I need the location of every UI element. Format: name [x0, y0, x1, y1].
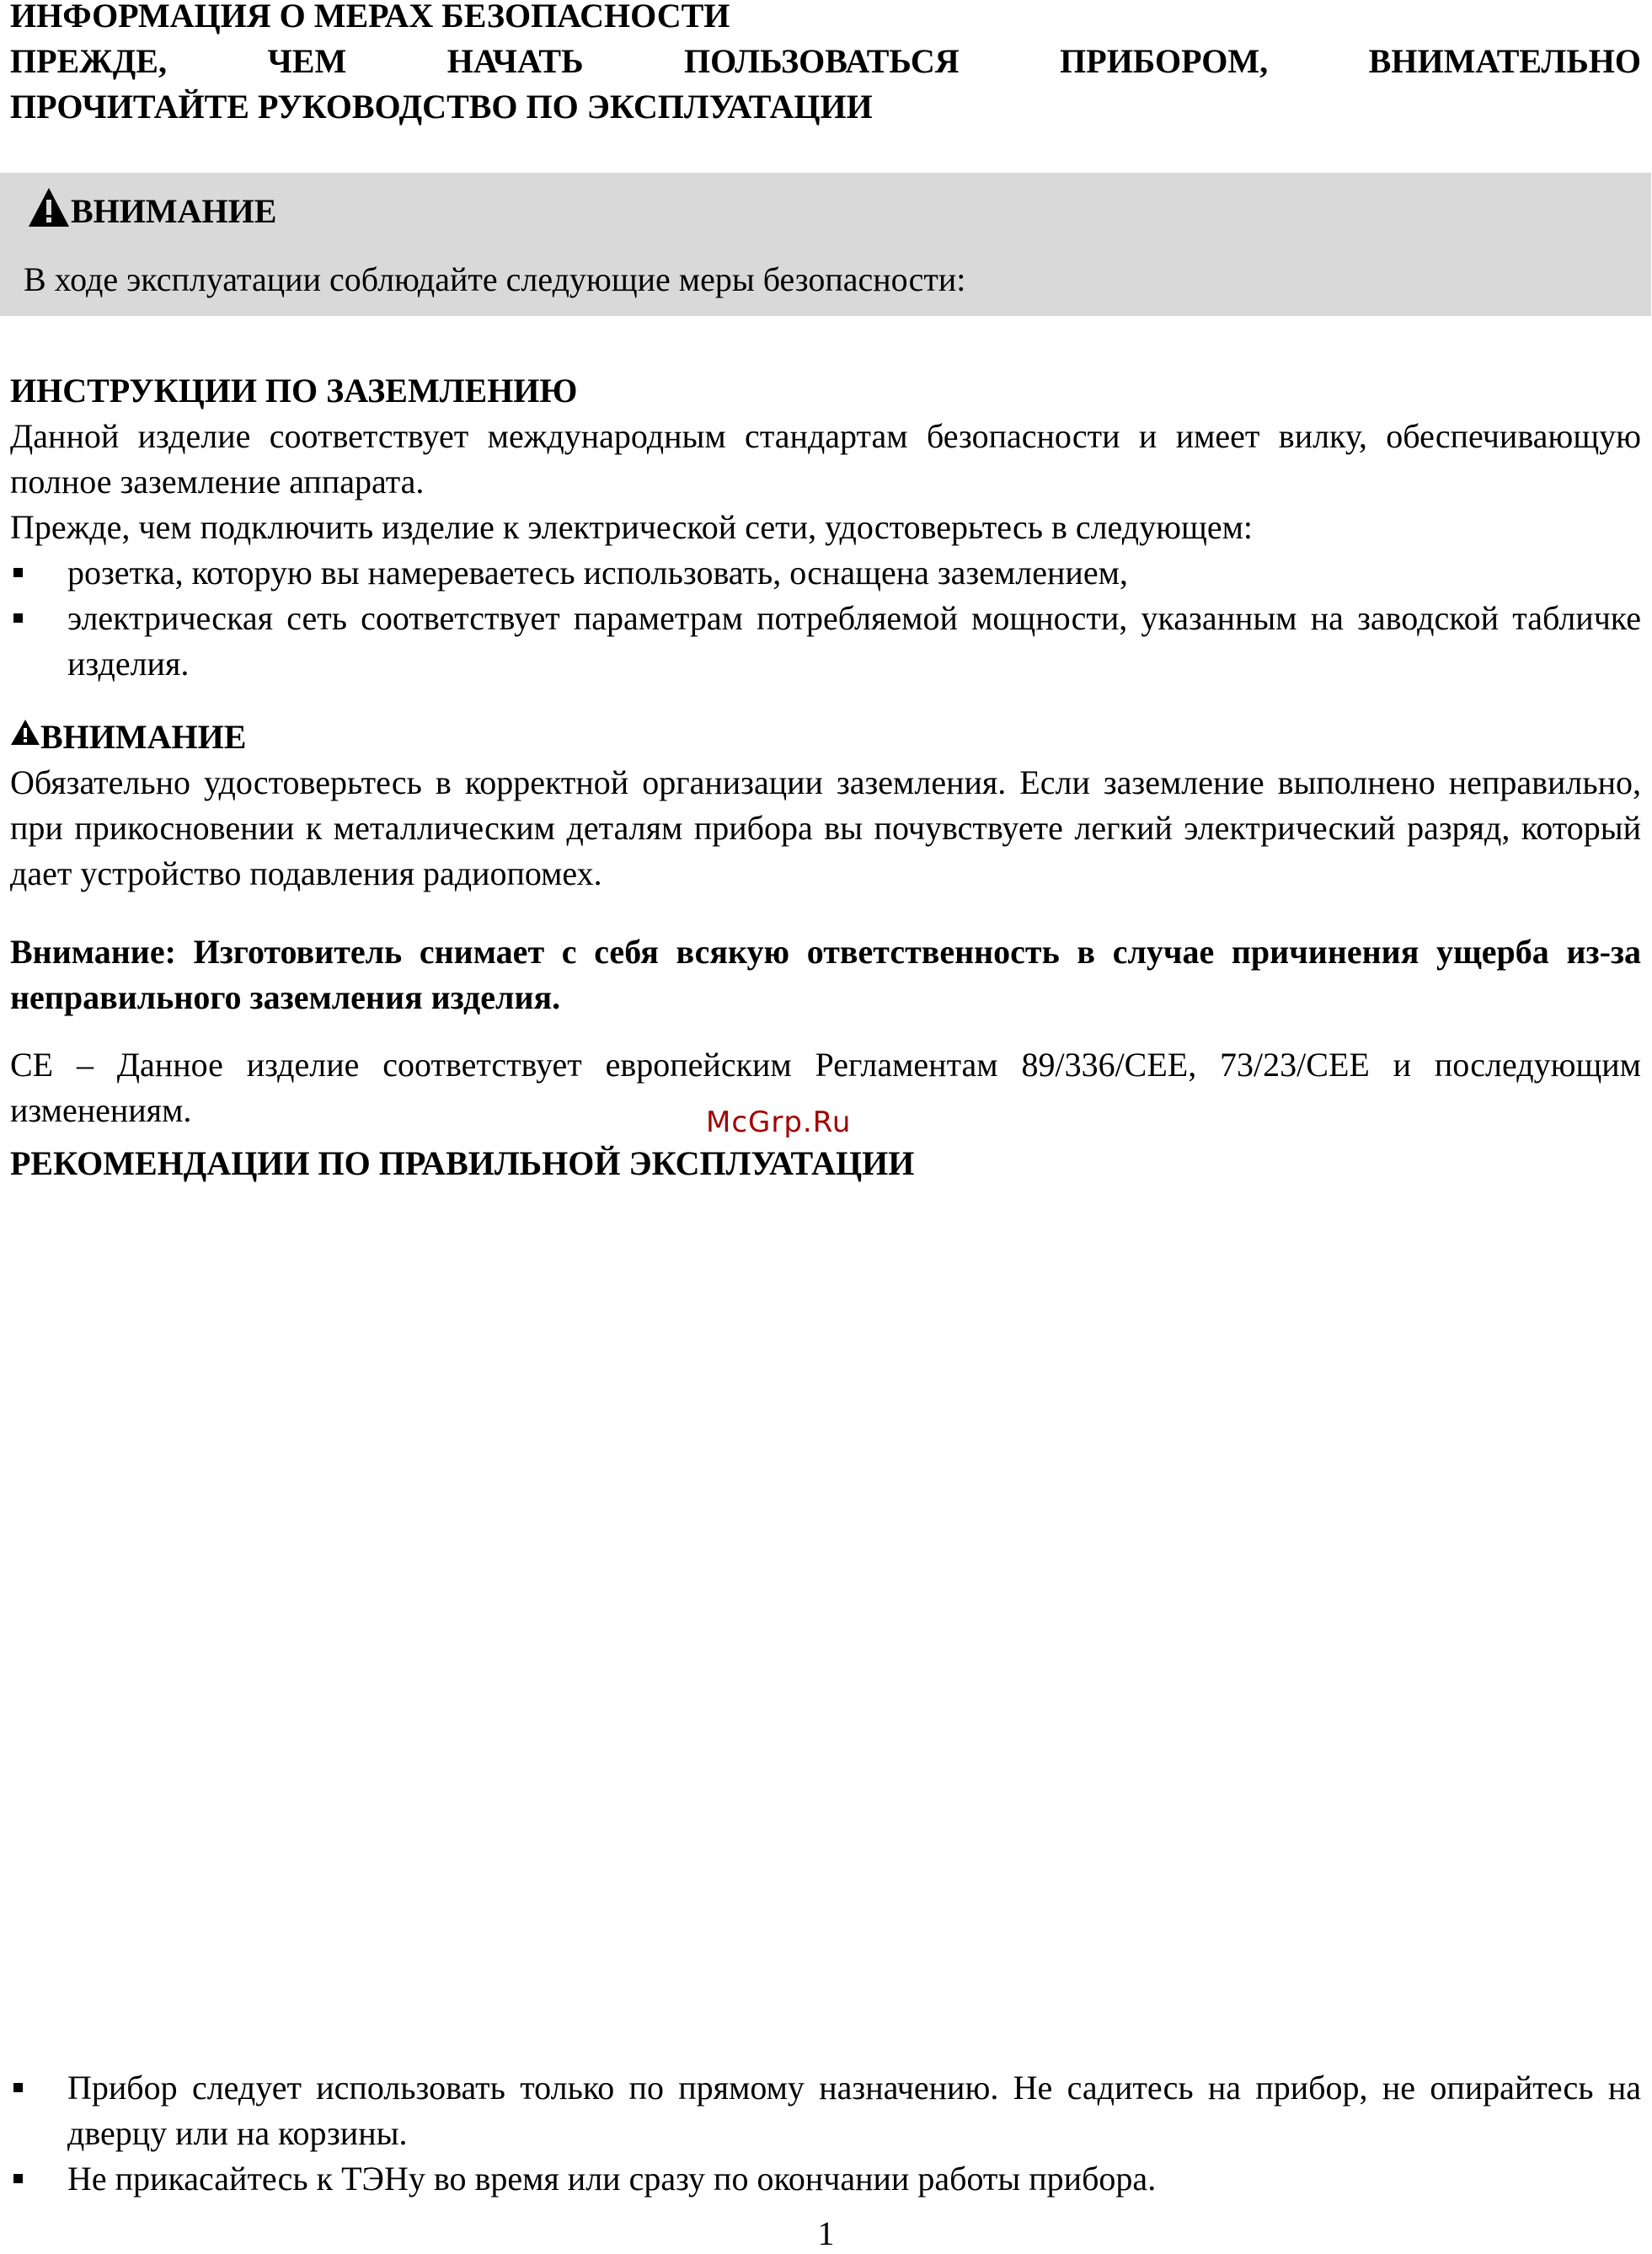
page-title: ИНФОРМАЦИЯ О МЕРАХ БЕЗОПАСНОСТИ: [10, 0, 730, 35]
warning-box-title: [27, 186, 276, 233]
liability-text: Внимание: Изготовитель снимает с себя всякую ответственность в случае причинения ущерба из-за неправильного заземления изделия.: [10, 933, 1641, 1016]
warning-2-text: Обязательно удостоверьтесь в корректной организации заземления. Если заземление выполнено неправильно, при прикосновении к металлическим деталям прибора вы почувствуете легкий электрический разряд, который дает устройство подавления радиопомех.: [10, 763, 1641, 892]
grounding-warning: [10, 715, 1641, 897]
liability-notice: [10, 929, 1641, 1020]
recommendations-list: [10, 2065, 1641, 2202]
recommendations-section: [10, 1141, 1641, 1186]
ce-text: CE – Данное изделие соответствует европейским Регламентам 89/336/CEE, 73/23/CEE и последующим изменениям.: [10, 1046, 1641, 1129]
grounding-para-2: Прежде, чем подключить изделие к электрической сети, удостоверьтесь в следующем:: [10, 508, 1253, 546]
warning-triangle-icon: [10, 719, 40, 750]
subtitle-line-2: ПРОЧИТАЙТЕ РУКОВОДСТВО ПО ЭКСПЛУАТАЦИИ: [10, 88, 873, 126]
warning-text: В ходе эксплуатации соблюдайте следующие меры безопасности:: [24, 260, 966, 298]
list-item: [10, 596, 1641, 687]
grounding-para-1: Данной изделие соответствует международным стандартам безопасности и имеет вилку, обеспечивающую полное заземление аппарата.: [10, 417, 1641, 501]
warning-box: [0, 173, 1651, 316]
bullet-text: розетка, которую вы намереваетесь использовать, оснащена заземлением,: [67, 554, 1128, 592]
warning-2-title: ВНИМАНИЕ: [40, 718, 247, 756]
bullet-text: Прибор следует использовать только по прямому назначению. Не садитесь на прибор, не опирайтесь на дверцу или на корзины.: [67, 2069, 1641, 2152]
warning-2-title-row: [10, 715, 1641, 760]
square-bullet-icon: [10, 2065, 67, 2111]
list-item: [10, 2156, 1641, 2202]
bullet-text: электрическая сеть соответствует параметрам потребляемой мощности, указанным на заводской табличке изделия.: [67, 599, 1641, 683]
subtitle-line-1: ПРЕЖДЕ, ЧЕМ НАЧАТЬ ПОЛЬЗОВАТЬСЯ ПРИБОРОМ, ВНИМАТЕЛЬНО: [10, 42, 1641, 80]
square-bullet-icon: [10, 2156, 67, 2202]
safety-header: [10, 0, 1641, 130]
warning-title: ВНИМАНИЕ: [71, 192, 277, 230]
square-bullet-icon: [10, 596, 67, 641]
recommendations-heading: РЕКОМЕНДАЦИИ ПО ПРАВИЛЬНОЙ ЭКСПЛУАТАЦИИ: [10, 1144, 915, 1182]
grounding-section: [10, 368, 1641, 687]
list-item: [10, 2065, 1641, 2156]
list-item: [10, 550, 1641, 596]
page-number: 1: [817, 2214, 835, 2252]
grounding-heading: ИНСТРУКЦИИ ПО ЗАЗЕМЛЕНИЮ: [10, 372, 578, 410]
watermark: McGrp.Ru: [706, 1106, 852, 1139]
bullet-text: Не прикасайтесь к ТЭНу во время или сразу по окончании работы прибора.: [67, 2160, 1157, 2198]
warning-triangle-icon: [27, 186, 71, 233]
square-bullet-icon: [10, 550, 67, 596]
